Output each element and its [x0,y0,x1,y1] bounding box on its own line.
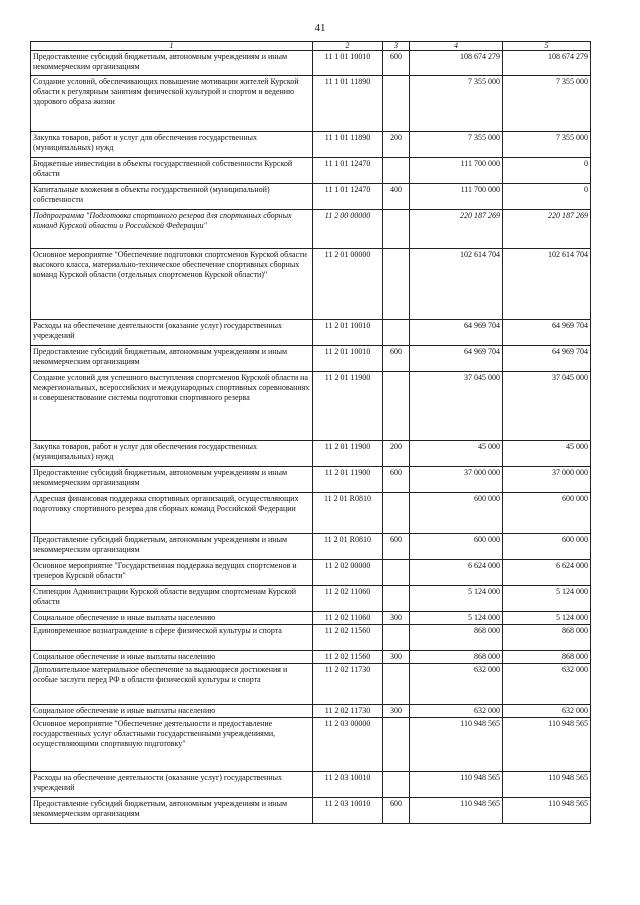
table-header-row [31,42,591,51]
table-row [31,651,591,664]
row-value-col5: 600 000 [503,534,591,560]
row-name: Предоставление субсидий бюджетным, автономным учреждениям и иным некоммерческим организациям [31,798,313,824]
row-code: 11 2 03 10010 [313,772,383,798]
row-value-col5: 110 948 565 [503,798,591,824]
row-code: 11 2 02 11560 [313,651,383,664]
row-name: Предоставление субсидий бюджетным, автономным учреждениям и иным некоммерческим организациям [31,51,313,76]
table-row [31,76,591,132]
table-row [31,210,591,249]
row-name: Создание условий, обеспечивающих повышение мотивации жителей Курской области к регулярным занятиям физической культурой и спортом и ведению здорового образа жизни [31,76,313,132]
row-vr [383,249,410,320]
row-vr [383,664,410,705]
row-name: Расходы на обеспечение деятельности (оказание услуг) государственных учреждений [31,772,313,798]
row-code: 11 2 01 11900 [313,441,383,467]
column-header: 2 [313,42,383,51]
row-value-col5: 64 969 704 [503,346,591,372]
table-row [31,467,591,493]
row-code: 11 2 02 00000 [313,560,383,586]
row-code: 11 2 01 11900 [313,467,383,493]
page-number: 41 [314,22,326,34]
table-row [31,51,591,76]
row-vr: 600 [383,798,410,824]
row-value-col4: 45 000 [410,441,503,467]
row-value-col4: 7 355 000 [410,132,503,158]
column-header: 5 [503,42,591,51]
row-code: 11 2 02 11730 [313,664,383,705]
row-value-col4: 102 614 704 [410,249,503,320]
row-name: Единовременное вознаграждение в сфере физической культуры и спорта [31,625,313,651]
row-name: Капитальные вложения в объекты государственной (муниципальной) собственности [31,184,313,210]
table-row [31,158,591,184]
row-value-col5: 5 124 000 [503,612,591,625]
table-row [31,441,591,467]
row-code: 11 2 02 11060 [313,612,383,625]
row-value-col4: 37 045 000 [410,372,503,441]
row-code: 11 2 01 10010 [313,346,383,372]
row-code: 11 1 01 12470 [313,184,383,210]
row-name: Адресная финансовая поддержка спортивных организаций, осуществляющих подготовку спортивного резерва для сборных команд Российской Федерации [31,493,313,534]
column-header: 1 [31,42,313,51]
table-row [31,132,591,158]
row-value-col4: 600 000 [410,534,503,560]
row-name: Предоставление субсидий бюджетным, автономным учреждениям и иным некоммерческим организациям [31,467,313,493]
row-value-col4: 108 674 279 [410,51,503,76]
table-row [31,560,591,586]
table-row [31,718,591,772]
row-code: 11 1 01 11890 [313,132,383,158]
row-value-col4: 110 948 565 [410,718,503,772]
row-value-col5: 868 000 [503,625,591,651]
table-row [31,612,591,625]
row-code: 11 2 01 R0810 [313,534,383,560]
row-value-col4: 111 700 000 [410,184,503,210]
row-name: Подпрограмма "Подготовка спортивного резерва для спортивных сборных команд Курской области и Российской Федерации" [31,210,313,249]
row-value-col4: 111 700 000 [410,158,503,184]
row-vr [383,718,410,772]
row-vr [383,493,410,534]
row-code: 11 2 01 10010 [313,320,383,346]
row-value-col5: 632 000 [503,705,591,718]
row-name: Социальное обеспечение и иные выплаты населению [31,705,313,718]
row-name: Дополнительное материальное обеспечение за выдающиеся достижения и особые заслуги перед РФ в области физической культуры и спорта [31,664,313,705]
row-name: Основное мероприятие "Обеспечение подготовки спортсменов Курской области высокого класса, материально-техническое обеспечение спортивных сборных команд Курской области (отдельных спортсменов Курской области)" [31,249,313,320]
row-value-col4: 868 000 [410,651,503,664]
row-code: 11 2 03 10010 [313,798,383,824]
row-vr [383,320,410,346]
row-value-col5: 5 124 000 [503,586,591,612]
row-value-col4: 6 624 000 [410,560,503,586]
row-value-col4: 632 000 [410,705,503,718]
table-row [31,372,591,441]
table-row [31,493,591,534]
row-value-col5: 632 000 [503,664,591,705]
row-value-col5: 110 948 565 [503,718,591,772]
table-row [31,249,591,320]
row-name: Бюджетные инвестиции в объекты государственной собственности Курской области [31,158,313,184]
row-value-col4: 64 969 704 [410,320,503,346]
row-vr: 600 [383,346,410,372]
row-code: 11 1 01 12470 [313,158,383,184]
row-code: 11 2 02 11730 [313,705,383,718]
row-value-col4: 5 124 000 [410,612,503,625]
row-value-col5: 0 [503,184,591,210]
row-name: Основное мероприятие "Государственная поддержка ведущих спортсменов и тренеров Курской области" [31,560,313,586]
row-vr: 400 [383,184,410,210]
row-value-col4: 868 000 [410,625,503,651]
row-vr [383,586,410,612]
row-value-col5: 37 045 000 [503,372,591,441]
table-row [31,705,591,718]
table-row [31,320,591,346]
row-vr: 300 [383,612,410,625]
row-value-col4: 37 000 000 [410,467,503,493]
row-value-col5: 102 614 704 [503,249,591,320]
row-value-col5: 7 355 000 [503,132,591,158]
row-vr [383,158,410,184]
row-value-col5: 0 [503,158,591,184]
row-value-col5: 110 948 565 [503,772,591,798]
row-vr: 300 [383,705,410,718]
budget-table [30,41,591,824]
row-vr: 300 [383,651,410,664]
table-row [31,664,591,705]
row-value-col5: 64 969 704 [503,320,591,346]
table-row [31,798,591,824]
row-code: 11 1 01 10010 [313,51,383,76]
row-code: 11 2 02 11560 [313,625,383,651]
row-vr [383,372,410,441]
row-value-col5: 45 000 [503,441,591,467]
row-name: Предоставление субсидий бюджетным, автономным учреждениям и иным некоммерческим организациям [31,346,313,372]
row-vr [383,210,410,249]
row-name: Закупка товаров, работ и услуг для обеспечения государственных (муниципальных) нужд [31,441,313,467]
row-name: Создание условий для успешного выступления спортсменов Курской области на межрегиональных, всероссийских и международных спортивных соревнованиях и совершенствование системы подготовки спортивного резерва [31,372,313,441]
table-row [31,772,591,798]
row-name: Социальное обеспечение и иные выплаты населению [31,651,313,664]
row-code: 11 1 01 11890 [313,76,383,132]
row-code: 11 2 01 11900 [313,372,383,441]
table-row [31,586,591,612]
row-name: Стипендии Администрации Курской области ведущим спортсменам Курской области [31,586,313,612]
row-vr: 200 [383,441,410,467]
row-value-col4: 632 000 [410,664,503,705]
column-header: 3 [383,42,410,51]
row-code: 11 2 01 R0810 [313,493,383,534]
row-vr [383,560,410,586]
row-value-col4: 5 124 000 [410,586,503,612]
row-name: Закупка товаров, работ и услуг для обеспечения государственных (муниципальных) нужд [31,132,313,158]
row-name: Основное мероприятие "Обеспечение деятельности и предоставление государственных услуг областными государственными учреждениями, осуществляющими спортивную подготовку" [31,718,313,772]
table-row [31,346,591,372]
table-row [31,184,591,210]
row-vr: 600 [383,534,410,560]
row-vr: 200 [383,132,410,158]
row-name: Предоставление субсидий бюджетным, автономным учреждениям и иным некоммерческим организациям [31,534,313,560]
row-value-col5: 868 000 [503,651,591,664]
table-row [31,625,591,651]
row-value-col5: 37 000 000 [503,467,591,493]
row-code: 11 2 03 00000 [313,718,383,772]
row-value-col5: 600 000 [503,493,591,534]
row-value-col4: 110 948 565 [410,798,503,824]
row-value-col5: 6 624 000 [503,560,591,586]
row-value-col5: 7 355 000 [503,76,591,132]
row-value-col5: 220 187 269 [503,210,591,249]
row-value-col5: 108 674 279 [503,51,591,76]
table-row [31,534,591,560]
row-vr [383,76,410,132]
row-vr: 600 [383,467,410,493]
row-name: Социальное обеспечение и иные выплаты населению [31,612,313,625]
row-code: 11 2 00 00000 [313,210,383,249]
row-value-col4: 64 969 704 [410,346,503,372]
row-value-col4: 110 948 565 [410,772,503,798]
row-value-col4: 600 000 [410,493,503,534]
row-code: 11 2 02 11060 [313,586,383,612]
column-header: 4 [410,42,503,51]
row-vr [383,625,410,651]
row-code: 11 2 01 00000 [313,249,383,320]
row-value-col4: 220 187 269 [410,210,503,249]
row-vr [383,772,410,798]
row-vr: 600 [383,51,410,76]
row-name: Расходы на обеспечение деятельности (оказание услуг) государственных учреждений [31,320,313,346]
row-value-col4: 7 355 000 [410,76,503,132]
